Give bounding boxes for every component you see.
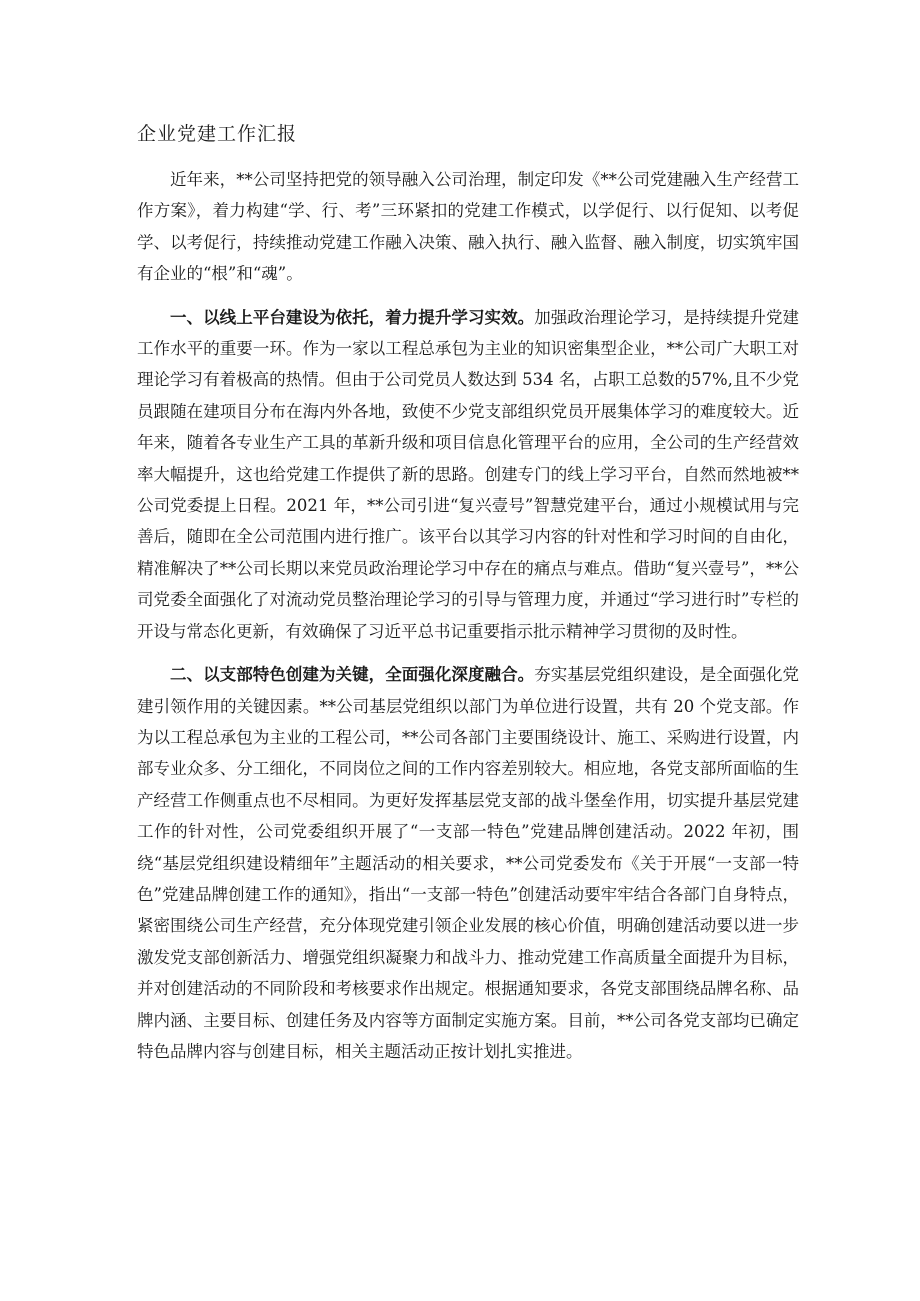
section-2-body: 夯实基层党组织建设，是全面强化党建引领作用的关键因素。**公司基层党组织以部门为单位进行设置，共有 20 个党支部。作为以工程总承包为主业的工程公司，**公司各部门主要围绕设计、施工、采购进行设置，内部专业众多、分工细化，不同岗位之间的工作内容差别较大。相应地，各党支部所面临的生产经营工作侧重点也不尽相同。为更好发挥基层党支部的战斗堡垒作用，切实提升基层党建工作的针对性，公司党委组织开展了“一支部一特色”党建品牌创建活动。2022 年初，围绕“基层党组织建设精细年”主题活动的相关要求，**公司党委发布《关于开展“一支部一特色”党建品牌创建工作的通知》，指出“一支部一特色”创建活动要牢牢结合各部门自身特点，紧密围绕公司生产经营，充分体现党建引领企业发展的核心价值，明确创建活动要以进一步激发党支部创新活力、增强党组织凝聚力和战斗力、推动党建工作高质量全面提升为目标，并对创建活动的不同阶段和考核要求作出规定。根据通知要求，各党支部围绕品牌名称、品牌内涵、主要目标、创建任务及内容等方面制定实施方案。目前，**公司各党支部均已确定特色品牌内容与创建目标，相关主题活动正按计划扎实推进。 xyxy=(137,665,800,1061)
section-2-heading: 二、以支部特色创建为关键，全面强化深度融合。 xyxy=(170,665,535,685)
section-2-paragraph xyxy=(137,659,799,1067)
document-page xyxy=(137,118,799,1079)
section-1-paragraph xyxy=(137,302,799,647)
intro-paragraph: 近年来，**公司坚持把党的领导融入公司治理，制定印发《**公司党建融入生产经营工作方案》，着力构建“学、行、考”三环紧扣的党建工作模式，以学促行、以行促知、以考促学、以考促行，持续推动党建工作融入决策、融入执行、融入监督、融入制度，切实筑牢国有企业的“根”和“魂”。 xyxy=(137,170,799,284)
section-1-heading: 一、以线上平台建设为依托，着力提升学习实效。 xyxy=(170,307,535,327)
document-title: 企业党建工作汇报 xyxy=(137,123,298,145)
section-1-body: 加强政治理论学习，是持续提升党建工作水平的重要一环。作为一家以工程总承包为主业的知识密集型企业，**公司广大职工对理论学习有着极高的热情。但由于公司党员人数达到 534 名，占职工总数的57%,且不少党员跟随在建项目分布在海内外各地，致使不少党支部组织党员开展集体学习的难度较大。近年来，随着各专业生产工具的革新升级和项目信息化管理平台的应用，全公司的生产经营效率大幅提升，这也给党建工作提供了新的思路。创建专门的线上学习平台，自然而然地被**公司党委提上日程。2021 年，**公司引进“复兴壹号”智慧党建平台，通过小规模试用与完善后，随即在全公司范围内进行推广。该平台以其学习内容的针对性和学习时间的自由化，精准解决了**公司长期以来党员政治理论学习中存在的痛点与难点。借助“复兴壹号”，**公司党委全面强化了对流动党员整治理论学习的引导与管理力度，并通过“学习进行时”专栏的开设与常态化更新，有效确保了习近平总书记重要指示批示精神学习贯彻的及时性。 xyxy=(137,307,800,641)
